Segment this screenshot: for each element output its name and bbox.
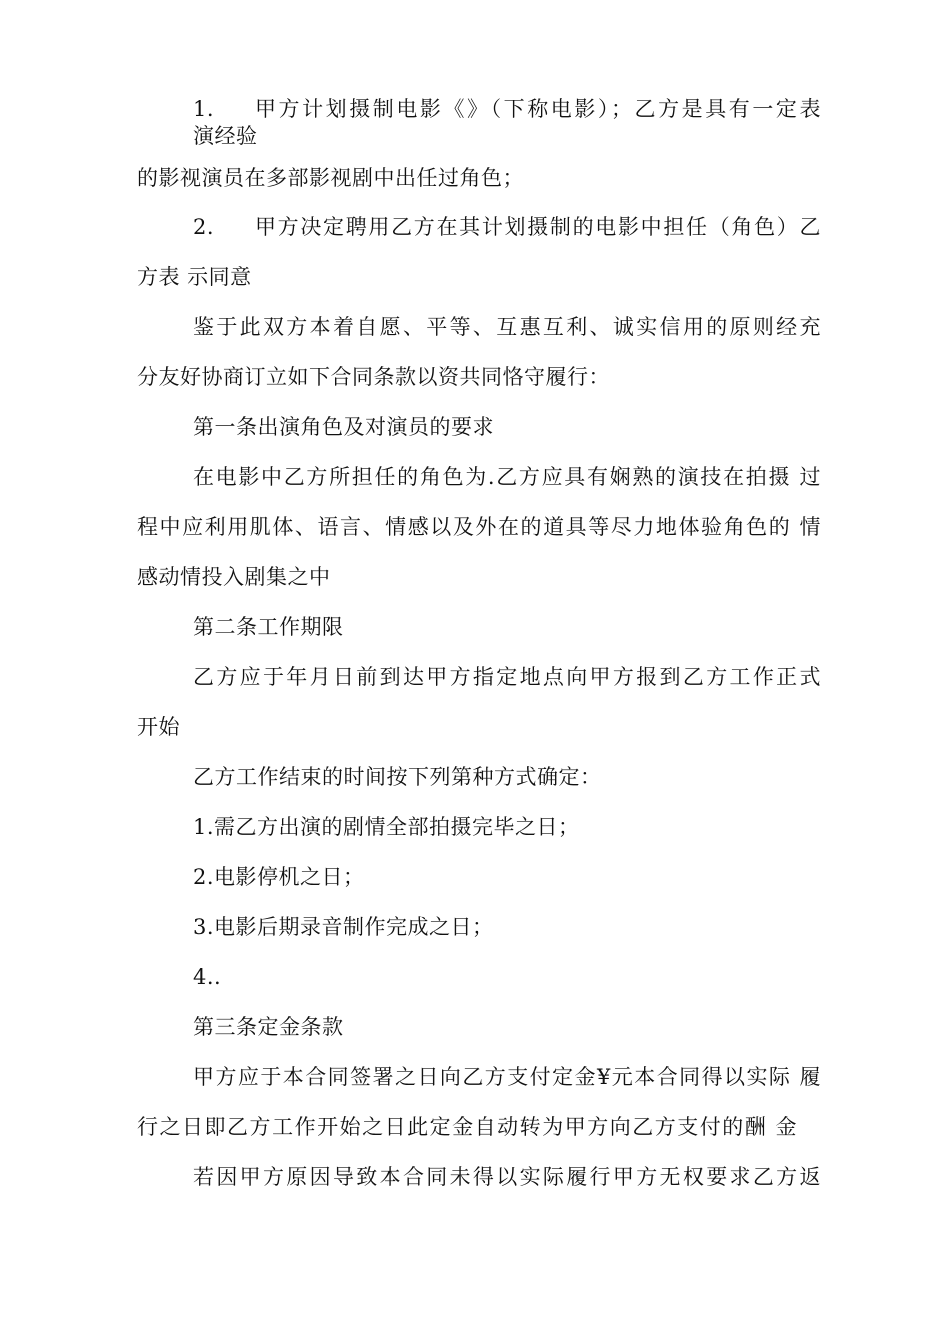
article-2-method-intro: 乙方工作结束的时间按下列第种方式确定： xyxy=(193,765,602,789)
article-3-line-3: 若因甲方原因导致本合同未得以实际履行甲方无权要求乙方返 xyxy=(193,1165,821,1189)
clause-1-line-2: 演经验 xyxy=(193,124,258,148)
article-1-line-3: 感动情投入剧集之中 xyxy=(137,565,331,589)
clause-2-line-1 xyxy=(193,214,821,240)
article-2-line-1: 乙方应于年月日前到达甲方指定地点向甲方报到乙方工作正式 xyxy=(193,665,821,689)
clause-text: 甲方计划摄制电影《》（下称电影）；乙方是具有一定表 xyxy=(255,97,821,121)
clause-number: 2. xyxy=(193,215,215,239)
article-1-line-1: 在电影中乙方所担任的角色为.乙方应具有娴熟的演技在拍摄 过 xyxy=(193,465,821,489)
list-item-1: 1.需乙方出演的剧情全部拍摄完毕之日； xyxy=(193,815,580,839)
clause-text: 甲方决定聘用乙方在其计划摄制的电影中担任（角色）乙 xyxy=(255,215,821,239)
article-2-heading: 第二条工作期限 xyxy=(193,615,344,639)
article-3-line-2: 行之日即乙方工作开始之日此定金自动转为甲方向乙方支付的酬 金 xyxy=(137,1115,797,1139)
list-item-2: 2.电影停机之日； xyxy=(193,865,365,889)
preamble-line-1: 鉴于此双方本着自愿、平等、互惠互利、诚实信用的原则经充 xyxy=(193,315,821,339)
clause-1-line-3: 的影视演员在多部影视剧中出任过角色； xyxy=(137,166,524,190)
article-1-heading: 第一条出演角色及对演员的要求 xyxy=(193,415,494,439)
clause-1-line-1 xyxy=(193,96,821,122)
list-item-4: 4.. xyxy=(193,965,222,989)
clause-number: 1. xyxy=(193,97,215,121)
clause-2-line-2: 方表 示同意 xyxy=(137,265,252,289)
article-3-line-1: 甲方应于本合同签署之日向乙方支付定金¥元本合同得以实际 履 xyxy=(193,1065,821,1089)
article-1-line-2: 程中应利用肌体、语言、情感以及外在的道具等尽力地体验角色的 情 xyxy=(137,515,821,539)
article-2-line-2: 开始 xyxy=(137,715,180,739)
list-item-3: 3.电影后期录音制作完成之日； xyxy=(193,915,494,939)
article-3-heading: 第三条定金条款 xyxy=(193,1015,344,1039)
preamble-line-2: 分友好协商订立如下合同条款以资共同恪守履行： xyxy=(137,365,610,389)
